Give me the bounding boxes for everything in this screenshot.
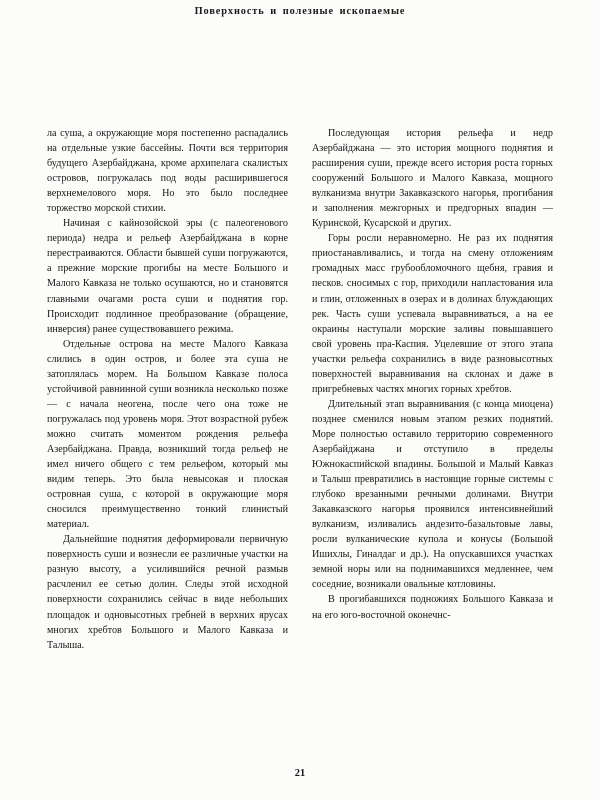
- paragraph: Начиная с кайнозойской эры (с палеогенового периода) недра и рельеф Азербайджана в корне перестраиваются. Области бывшей суши погружаются, а прежние морские прогибы на месте Большого и Малого Кавказа не только осушаются, но и становятся главными очагами роста суши и поднятия гор. Происходит подлинное преобразование (обращение, инверсия) ранее существовавшего режима.: [47, 218, 288, 335]
- two-column-text-body: [47, 126, 553, 653]
- paragraph: Отдельные острова на месте Малого Кавказа слились в один остров, и более эта суша не затоплялась морем. На Большом Кавказе полоса устойчивой равнинной суши возникла несколько позже — с начала неогена, после чего она тоже не погружалась под уровень моря. Этот возрастной рубеж можно считать моментом рождения рельефа Азербайджана. Правда, возникший тогда рельеф не имел ничего общего с тем рельефом, который мы видим теперь. Это была невысокая и плоская островная суша, с которой в окружающие моря сносился преимущественно тонкий глинистый материал.: [47, 338, 288, 531]
- paragraph: Горы росли неравномерно. Не раз их поднятия приостанавливались, и тогда на смену отложениям громадных масс грубообломочного щебня, гравия и песков. сносимых с гор, приходили напластования ила и глин, отложенных в озерах и в долинах блуждающих рек. Часть суши успевала выравниваться, а на ее окраины наступали морские заливы повышавшего свой уровень пра-Каспия. Уцелевшие от этого этапа участки рельефа сохранились в виде разновысотных поверхностей выравнивания на склонах и даже в пригребневых частях многих горных хребтов.: [312, 233, 553, 395]
- paragraph: Последующая история рельефа и недр Азербайджана — это история мощного поднятия и расширения суши, прежде всего история роста горных сооружений Большого и Малого Кавказа, мощного вулканизма внутри Закавказского нагорья, прогибания и заполнения межгорных и предгорных впадин — Куринской, Кусарской и других.: [312, 128, 553, 230]
- page-number: 21: [294, 768, 306, 779]
- paragraph: Длительный этап выравнивания (с конца миоцена) позднее сменился новым этапом резких поднятий. Море полностью оставило территорию современного Азербайджана и отступило в пределы Южнокаспийской впадины. Большой и Малый Кавказ и Талыш превратились в настоящие горные системы с глубоко врезанными речными долинами. Внутри Закавказского нагорья проявился интенсивнейший вулканизм, изливались андезито-базальтовые лавы, росли вулканические купола и конусы (Большой Ишихлы, Гиналдаг и др.). На опускавшихся участках земной норы или на поднимавшихся медленнее, чем соседние, возникали овальные котловины.: [312, 398, 553, 591]
- left-text-column: [47, 126, 288, 653]
- running-head: Поверхность и полезные ископаемые: [194, 6, 406, 17]
- paragraph: В прогибавшихся подножиях Большого Кавказа и на его юго-восточной оконечнс-: [312, 594, 553, 621]
- paragraph: ла суша, а окружающие моря постепенно распадались на отдельные узкие бассейны. Почти вся территория будущего Азербайджана, кроме архипелага скалистых островов, погружалась под воды расширившегося верхнемелового моря. Но это было последнее торжество морской стихии.: [47, 128, 288, 215]
- right-text-column: [312, 126, 553, 653]
- paragraph: Дальнейшие поднятия деформировали первичную поверхность суши и вознесли ее различные участки на разную высоту, а усилившийся речной размыв расчленил ее сетью долин. Следы этой исходной поверхности сохранились сейчас в виде небольших площадок и одновысотных гребней в верхних ярусах многих хребтов Большого и Малого Кавказа и Талыша.: [47, 534, 288, 651]
